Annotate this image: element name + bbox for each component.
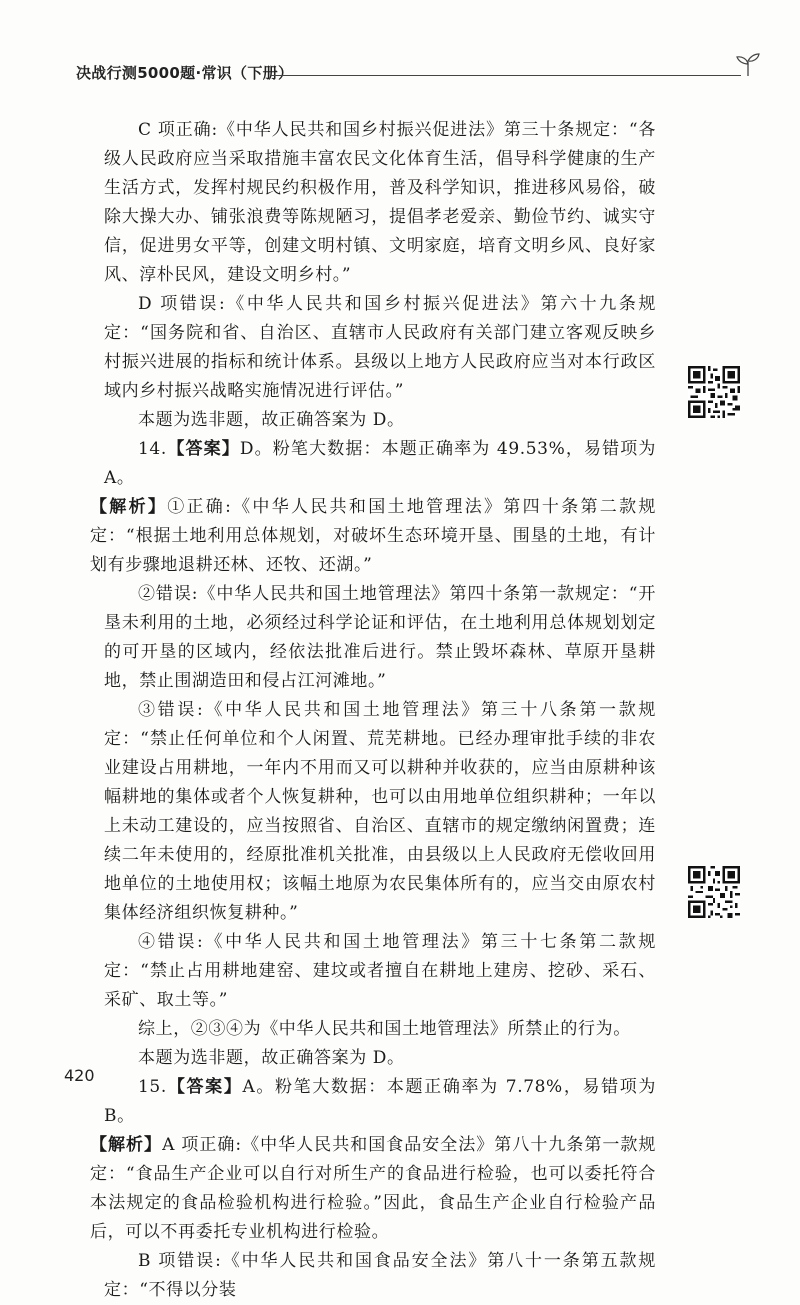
answer-15 xyxy=(104,1073,656,1131)
paragraph-item-2 xyxy=(104,580,656,696)
paragraph-text: C 项正确:《中华人民共和国乡村振兴促进法》第三十条规定：“各级人民政府应当采取措施丰富农民文化体育生活，倡导科学健康的生产生活方式，发挥村规民约积极作用，普及科学知识，推进移风易俗，破除大操大办、铺张浪费等陈规陋习，提倡孝老爱亲、勤俭节约、诚实守信，促进男女平等，创建文明村镇、文明家庭，培育文明乡风、良好家风、淳朴民风，建设文明乡村。” xyxy=(104,120,656,285)
analysis-label: 【解析】 xyxy=(90,497,168,517)
analysis-14 xyxy=(90,493,656,580)
answer-label: 【答案】 xyxy=(166,1077,243,1097)
paragraph-summary-14 xyxy=(104,1015,656,1044)
paragraph-text: 本题为选非题，故正确答案为 D。 xyxy=(138,410,405,430)
paragraph-text: 综上，②③④为《中华人民共和国土地管理法》所禁止的行为。 xyxy=(138,1019,631,1039)
paragraph-conclusion-14 xyxy=(104,1044,656,1073)
paragraph-item-3 xyxy=(104,696,656,928)
page-header xyxy=(76,62,756,90)
paragraph-c-correct xyxy=(104,116,656,290)
header-title: 决战行测5000题·常识（下册） xyxy=(76,64,294,82)
page-number: 420 xyxy=(64,1066,95,1085)
analysis-15 xyxy=(90,1131,656,1247)
paragraph-text: B 项错误:《中华人民共和国食品安全法》第八十一条第五款规定：“不得以分装 xyxy=(104,1251,656,1300)
question-number: 14. xyxy=(138,439,167,459)
paragraph-text: ④错误:《中华人民共和国土地管理法》第三十七条第二款规定：“禁止占用耕地建窑、建坟或者擅自在耕地上建房、挖砂、采石、采矿、取土等。” xyxy=(104,932,656,1010)
paragraph-d-wrong xyxy=(104,290,656,406)
qr-code-icon[interactable] xyxy=(688,866,740,918)
answer-label: 【答案】 xyxy=(166,439,240,459)
paragraph-text: ②错误:《中华人民共和国土地管理法》第四十条第一款规定：“开垦未利用的土地，必须经过科学论证和评估，在土地利用总体规划划定的可开垦的区域内，经依法批准后进行。禁止毁坏森林、草原开垦耕地，禁止围湖造田和侵占江河滩地。” xyxy=(104,584,656,691)
paragraph-text: A 项正确:《中华人民共和国食品安全法》第八十九条第一款规定：“食品生产企业可以自行对所生产的食品进行检验，也可以委托符合本法规定的食品检验机构进行检验。”因此，食品生产企业自行检验产品后，可以不再委托专业机构进行检验。 xyxy=(90,1135,657,1242)
paragraph-b-wrong xyxy=(104,1247,656,1305)
paragraph-text: 本题为选非题，故正确答案为 D。 xyxy=(138,1048,405,1068)
paragraph-conclusion-13 xyxy=(104,406,656,435)
paragraph-text: D 项错误:《中华人民共和国乡村振兴促进法》第六十九条规定：“国务院和省、自治区、直辖市人民政府有关部门建立客观反映乡村振兴进展的指标和统计体系。县级以上地方人民政府应当对本行政区域内乡村振兴战略实施情况进行评估。” xyxy=(104,294,656,401)
analysis-label: 【解析】 xyxy=(90,1135,163,1155)
sprout-icon xyxy=(735,52,761,78)
answer-text: D。粉笔大数据：本题正确率为 49.53%，易错项为 A。 xyxy=(104,439,656,488)
paragraph-item-4 xyxy=(104,928,656,1015)
paragraph-text: ①正确:《中华人民共和国土地管理法》第四十条第二款规定：“根据土地利用总体规划，对破坏生态环境开垦、围垦的土地，有计划有步骤地退耕还林、还牧、还湖。” xyxy=(90,497,656,575)
answer-text: A。粉笔大数据：本题正确率为 7.78%，易错项为 B。 xyxy=(104,1077,657,1126)
answer-body xyxy=(90,116,657,1305)
paragraph-text: ③错误:《中华人民共和国土地管理法》第三十八条第一款规定：“禁止任何单位和个人闲置、荒芜耕地。已经办理审批手续的非农业建设占用耕地，一年内不用而又可以耕种并收获的，应当由原耕种该幅耕地的集体或者个人恢复耕种，也可以由用地单位组织耕种；一年以上未动工建设的，应当按照省、自治区、直辖市的规定缴纳闲置费；连续二年未使用的，经原批准机关批准，由县级以上人民政府无偿收回用地单位的土地使用权；该幅土地原为农民集体所有的，应当交由原农村集体经济组织恢复耕种。” xyxy=(104,700,656,923)
qr-code-icon[interactable] xyxy=(688,366,740,418)
header-rule xyxy=(271,75,741,76)
answer-14 xyxy=(104,435,656,493)
question-number: 15. xyxy=(138,1077,167,1097)
